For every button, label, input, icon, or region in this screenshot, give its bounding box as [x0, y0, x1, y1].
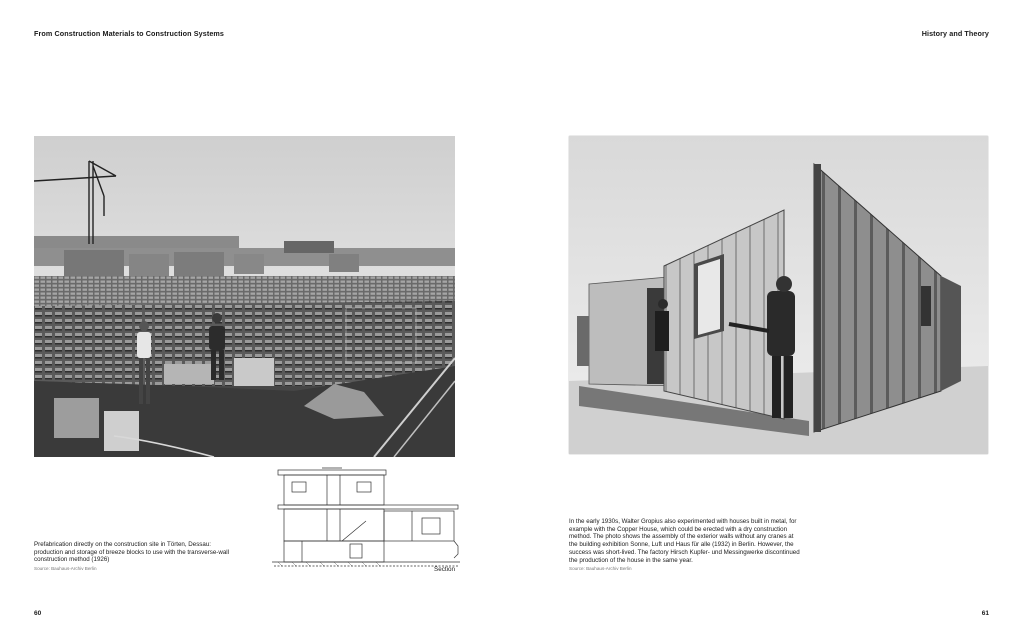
copper-house-assembly-photo	[569, 136, 988, 454]
left-running-header: From Construction Materials to Construction Systems	[34, 29, 225, 38]
section-drawing	[272, 466, 460, 574]
construction-site-photo	[34, 136, 455, 457]
section-label: Section	[434, 566, 456, 573]
left-caption-text: Prefabrication directly on the construction site in Törten, Dessau: production and storage of breeze blocks to use with the transverse-wall construction method (1926)	[34, 541, 230, 564]
left-caption	[34, 541, 239, 573]
left-caption-source: Source: Bauhaus-Archiv Berlin	[34, 566, 97, 572]
right-caption-source: Source: Bauhaus-Archiv Berlin	[569, 566, 632, 572]
right-caption-text: In the early 1930s, Walter Gropius also experimented with houses built in metal, for example with the Copper House, which could be erected with a dry construction method. The photo shows the assembly of the exterior walls without any cranes at the building exhibition Sonne, Luft und Haus für alle (1932) in Berlin. However, the success was short-lived. The factory Hirsch Kupfer- und Messingwerke discontinued the production of the house in the same year.	[569, 518, 800, 564]
right-page-number: 61	[981, 610, 989, 617]
right-running-header: History and Theory	[921, 29, 989, 38]
right-caption	[569, 518, 801, 573]
left-page-number: 60	[34, 610, 42, 617]
